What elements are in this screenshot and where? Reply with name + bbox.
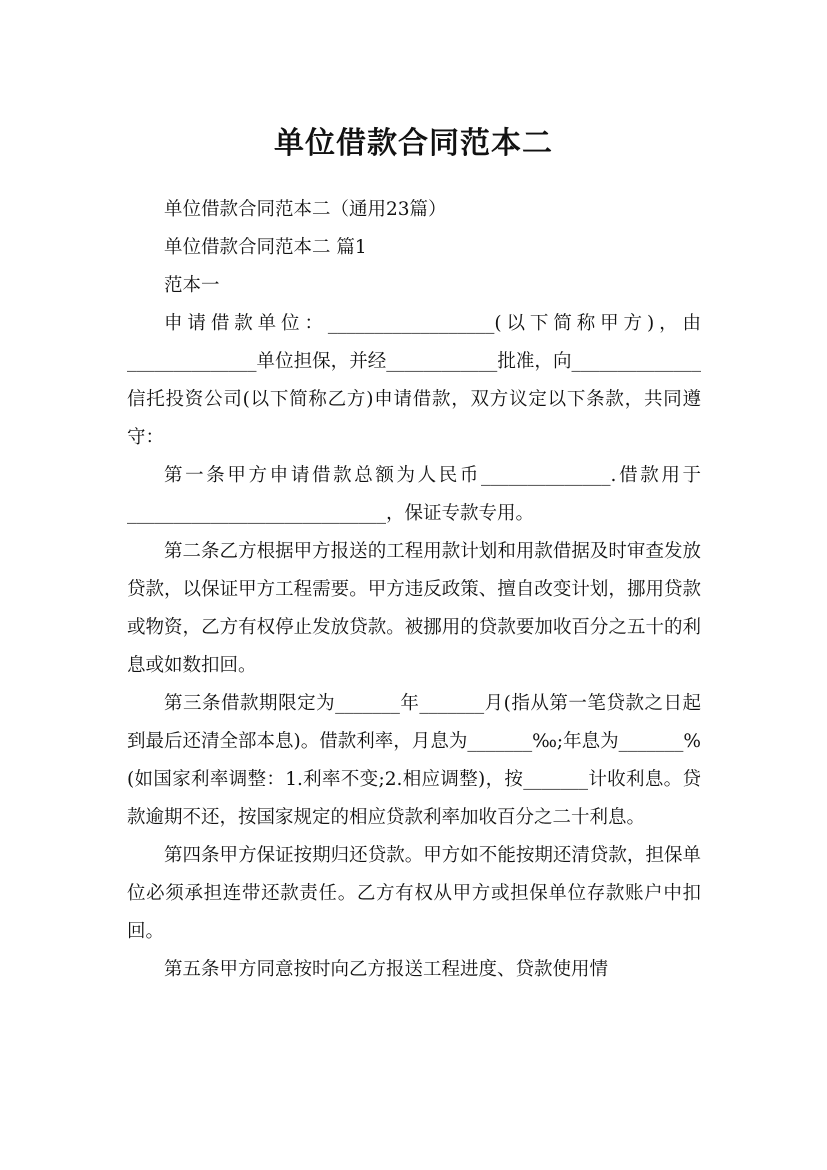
paragraph-section-heading: 单位借款合同范本二 篇1	[164, 237, 367, 258]
paragraph-article-1: 第一条甲方申请借款总额为人民币______________.借款用于____________________________，保证专款专用。	[127, 465, 701, 524]
paragraph-article-3: 第三条借款期限定为_______年_______月(指从第一笔贷款之日起到最后还清全部本息)。借款利率，月息为_______‰;年息为_______%(如国家利率调整：1.利率不变;2.相应调整)，按_______计收利息。贷款逾期不还，按国家规定的相应贷款利率加收百分之二十利息。	[127, 693, 701, 828]
paragraph-article-5: 第五条甲方同意按时向乙方报送工程进度、贷款使用情	[164, 959, 609, 980]
paragraph-article-2: 第二条乙方根据甲方报送的工程用款计划和用款借据及时审查发放贷款，以保证甲方工程需要。甲方违反政策、擅自改变计划，挪用贷款或物资，乙方有权停止发放贷款。被挪用的贷款要加收百分之五十的利息或如数扣回。	[127, 541, 701, 676]
paragraph-subtitle: 单位借款合同范本二（通用23篇）	[164, 199, 447, 220]
paragraph-template-label: 范本一	[164, 275, 220, 296]
paragraph-preamble: 申请借款单位：__________________(以下简称甲方)，由______________单位担保，并经____________批准，向______________信托投资公司(以下简称乙方)申请借款，双方议定以下条款，共同遵守：	[127, 313, 701, 448]
paragraph-article-4: 第四条甲方保证按期归还贷款。甲方如不能按期还清贷款，担保单位必须承担连带还款责任。乙方有权从甲方或担保单位存款账户中扣回。	[127, 845, 701, 942]
document-body	[127, 191, 701, 989]
document-title: 单位借款合同范本二	[274, 126, 553, 162]
